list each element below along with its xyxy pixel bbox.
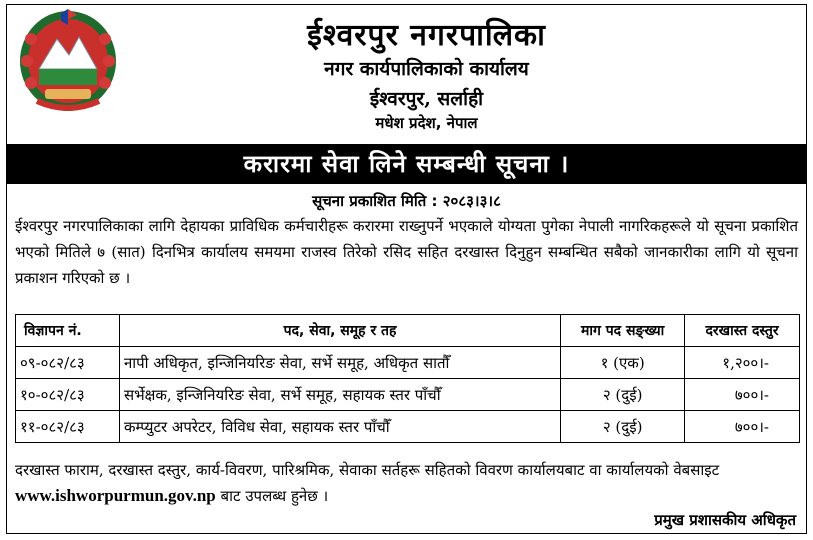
cell-qty: २ (दुई) — [561, 379, 685, 411]
header-ad-no: विज्ञापन नं. — [16, 315, 120, 347]
signatory-title: प्रमुख प्रशासकीय अधिकृत — [654, 511, 796, 529]
table-header-row — [16, 315, 800, 347]
header-fee: दरखास्त दस्तुर — [685, 315, 800, 347]
availability-note — [15, 457, 798, 509]
table-row — [16, 411, 800, 443]
availability-text-after: बाट उपलब्ध हुनेछ । — [220, 487, 329, 505]
vacancy-table — [15, 314, 800, 443]
cell-ad-no: १०-०८२/८३ — [16, 379, 120, 411]
province-name: मधेश प्रदेश, नेपाल — [375, 114, 478, 132]
table-row — [16, 379, 800, 411]
cell-post: कम्प्युटर अपरेटर, विविध सेवा, सहायक स्तर पाँचौँ — [119, 411, 560, 443]
municipality-name: ईश्वरपुर नगरपालिका — [307, 18, 546, 53]
table-row — [16, 347, 800, 379]
availability-text-before: दरखास्त फाराम, दरखास्त दस्तुर, कार्य-विवरण, पारिश्रमिक, सेवाका सर्तहरू सहितको विवरण कार्यालयबाट वा कार्यालयको वेबसाइट — [15, 461, 720, 479]
cell-fee: ७००।- — [685, 411, 800, 443]
cell-fee: १,२००।- — [685, 347, 800, 379]
cell-fee: ७००।- — [685, 379, 800, 411]
notice-paragraph: ईश्वरपुर नगरपालिकाका लागि देहायका प्राविधिक कर्मचारीहरू करारमा राख्नुपर्ने भएकाले योग्यता पुगेका नेपाली नागरिकहरूले यो सूचना प्रकाशित भएको मितिले ७ (सात) दिनभित्र कार्यालय समयमा राजस्व तिरेको रसिद सहित दरखास्त दिनुहुन सम्बन्धित सबैको जानकारीका लागि यो सूचना प्रकाशन गरिएको छ । — [15, 217, 798, 287]
notice-title-banner: करारमा सेवा लिने सम्बन्धी सूचना । — [7, 144, 806, 184]
cell-post: सर्भेक्षक, इन्जिनियरिङ सेवा, सर्भे समूह, सहायक स्तर पाँचौँ — [119, 379, 560, 411]
cell-ad-no: ११-०८२/८३ — [16, 411, 120, 443]
header-qty: माग पद सङ्ख्या — [561, 315, 685, 347]
website-link[interactable]: www.ishworpurmun.gov.np — [15, 486, 216, 505]
cell-qty: २ (दुई) — [561, 411, 685, 443]
publication-date: सूचना प्रकाशित मिति : २०८३।३।८ — [312, 192, 501, 210]
office-name: नगर कार्यपालिकाको कार्यालय — [324, 58, 529, 80]
cell-post: नापी अधिकृत, इन्जिनियरिङ सेवा, सर्भे समूह, अधिकृत सातौँ — [119, 347, 560, 379]
cell-ad-no: ०९-०८२/८३ — [16, 347, 120, 379]
header-post: पद, सेवा, समूह र तह — [119, 315, 560, 347]
cell-qty: १ (एक) — [561, 347, 685, 379]
notice-page — [6, 4, 807, 534]
office-location: ईश्वरपुर, सर्लाही — [369, 88, 484, 110]
